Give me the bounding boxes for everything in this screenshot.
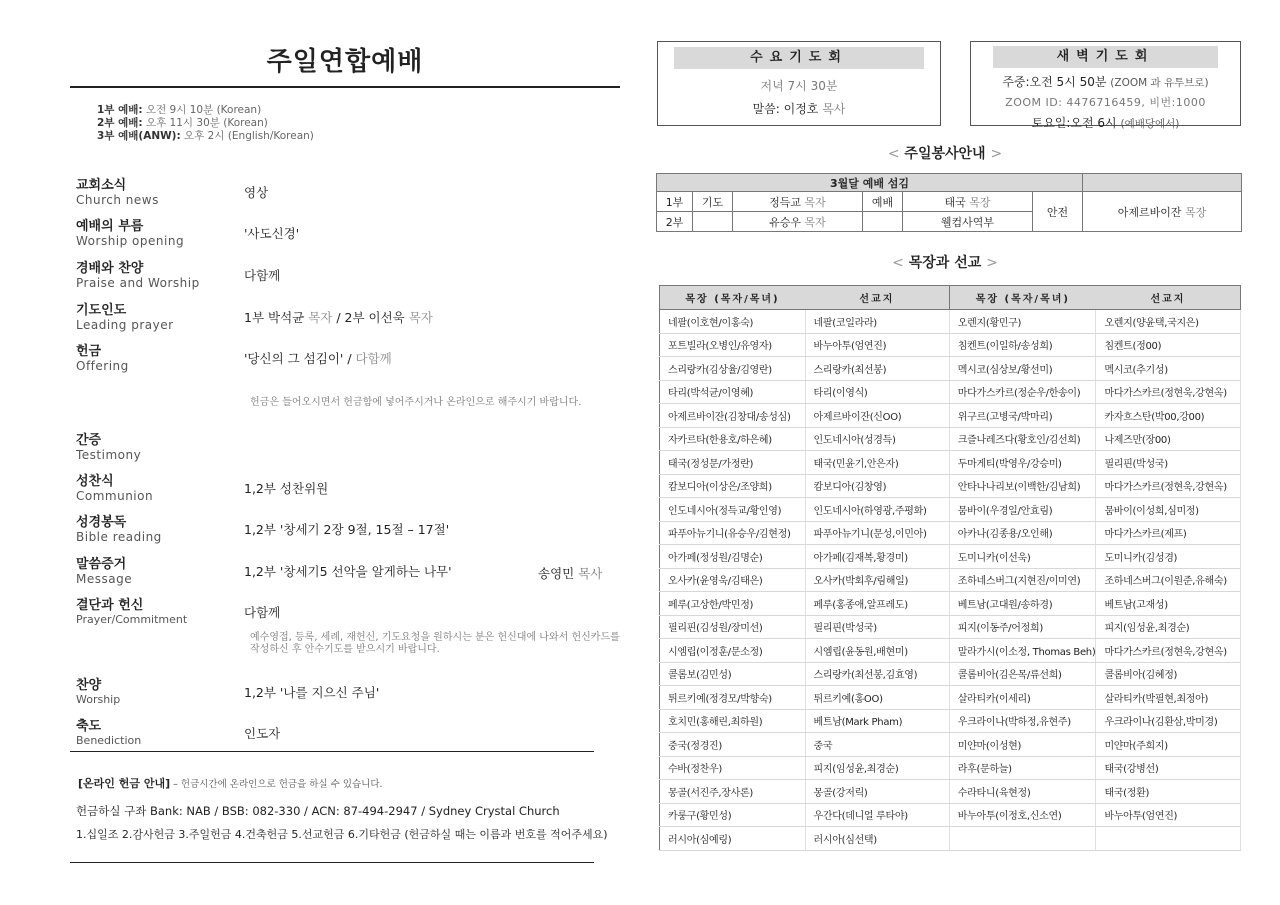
table-cell: 아가페(김재복,황경미) bbox=[805, 545, 949, 569]
table-cell: 튀르키예(정경모/박향숙) bbox=[660, 686, 806, 710]
table-cell: 수바(정찬우) bbox=[660, 756, 806, 780]
table-cell: 자카르타(한용호/하은혜) bbox=[660, 427, 806, 451]
table-cell: 몽골(강저릭) bbox=[805, 780, 949, 804]
table-row bbox=[660, 615, 1241, 639]
missions-table-body bbox=[660, 310, 1241, 851]
table-cell: 오사카(박회후/림해일) bbox=[805, 568, 949, 592]
service-row-2: 2부 유승우 목자 웰컴사역부 bbox=[657, 212, 1242, 232]
table-cell: 스리랑카(김상율/김영란) bbox=[660, 357, 806, 381]
table-row bbox=[660, 357, 1241, 381]
table-cell: 도미니카(이선욱) bbox=[949, 545, 1096, 569]
table-cell: 파푸아뉴기니(문성,이민아) bbox=[805, 521, 949, 545]
table-cell: 콜롬보(김민성) bbox=[660, 662, 806, 686]
table-cell: 오렌지(황민구) bbox=[949, 310, 1096, 334]
wednesday-prayer-box bbox=[657, 41, 941, 126]
service-time-3: 3부 예배(ANW): 오후 2시 (English/Korean) bbox=[97, 130, 314, 142]
table-row bbox=[660, 662, 1241, 686]
table-row bbox=[660, 756, 1241, 780]
dawn-prayer-box bbox=[970, 41, 1241, 130]
table-cell: 조하네스버그(지현진/이미연) bbox=[949, 568, 1096, 592]
table-cell: 베트남(고대원/송하경) bbox=[949, 592, 1096, 616]
table-cell: 몽골(서진주,장사론) bbox=[660, 780, 806, 804]
table-cell: 피지(이동주/어정희) bbox=[949, 615, 1096, 639]
table-cell: 호치민(홍해린,최하원) bbox=[660, 709, 806, 733]
missions-table: 목장 (목자/목녀) 선교지 목장 (목자/목녀) 선교지 네팔(이호현/이홍숙) 네팔(코일라라) 오렌지(황민구) 오렌지(양윤택,국지은) 포트빌라(오병인/유영자) 바누아투(엄연진) 침켄트(이일하/송성희) 침켄트(정00) 스리랑카(김상율/김영란) 스리랑카(최선봉) 멕시코(심상보/황선미) 멕시코(추기성) 타리(박석균/이영혜) 타리(이영식) 마다가스카르(정순우/한송이) 마다가스카르(정현욱,강현옥) 아제르바이잔(김창대/송성심) 아제르바이잔(신OO) 위구르(고병국/박마리) 카자흐스탄(박00,강00) 자카르타(한용호/하은혜) 인도네시아(성경득) 크즐나레즈다(황호인/김선희) 나제즈만(장00) 태국(정성문/가정란) 태국(민윤기,안은자) 두마게티(박영우/강승미) 필리핀(박성국) 캄보디아(이상은/조양희) 캄보디아(김창영) 안타나나리보(이백한/김남희) 마다가스카르(정현욱,강현옥) 인도네시아(정득교/황인영) 인도네시아(하영광,주평화) 뭄바이(우경일/안효림) 뭄바이(이성희,심미정) 파푸아뉴기니(유승우/김현정) 파푸아뉴기니(문성,이민아) 아카나(김종용/오인해) 마다가스카르(제프) 아가페(정성원/김명순) 아가페(김재복,황경미) 도미니카(이선욱) 도미니카(김성경) 오사카(윤영욱/김태은) 오사카(박회후/림해일) 조하네스버그(지현진/이미연) 조하네스버그(이원준,유해숙) 페루(고상한/박민정) 페루(홍종애,알프레도) 베트남(고대원/송하경) 베트남(고재성) 필리핀(김성원/장미선) 필리핀(박성국) 피지(이동주/어정희) 피지(임성윤,최경순) 시엠립(이정훈/문소정) 시엠립(윤동원,배현미) 말라가시(이소정, Thomas Beh) 마다가스카르(정현욱,강현옥) 콜롬보(김민성) 스리랑카(최선봉,김효영) 콜롬비아(김은목/류선희) 콜롬비아(김혜정) 튀르키예(정경모/박향숙) 튀르키예(홍OO) 살라티카(이세리) 살라티카(박필현,최정아) 호치민(홍해린,최하원) 베트남(Mark Pham) 우크라이나(박하정,유현주) 우크라이나(김환삼,박미경) 중국(정경진) 중국 미얀마(이성현) 미얀마(주희지) 수바(정찬우) 피지(임성윤,최경순) 라후(문하늘) 태국(강병선) 몽골(서진주,장사론) 몽골(강저릭) 수라타니(육현정) 태국(정환) 카룽구(황민성) 우간다(데니얼 루타야) 바누아투(이정호,신소연) 바누아투(엄연진) 러시아(심예링) 러시아(심선택) bbox=[659, 285, 1241, 851]
page-title: 주일연합예배 bbox=[266, 47, 424, 77]
table-cell: 살라티카(이세리) bbox=[949, 686, 1096, 710]
divider bbox=[70, 862, 594, 863]
table-cell: 인도네시아(성경득) bbox=[805, 427, 949, 451]
table-cell: 러시아(심예링) bbox=[660, 827, 806, 851]
table-cell: 카자흐스탄(박00,강00) bbox=[1096, 404, 1241, 428]
table-cell: 두마게티(박영우/강승미) bbox=[949, 451, 1096, 475]
table-cell: 뭄바이(이성희,심미정) bbox=[1096, 498, 1241, 522]
table-cell: 시엠립(이정훈/문소정) bbox=[660, 639, 806, 663]
table-cell: 바누아투(이정호,신소연) bbox=[949, 803, 1096, 827]
table-cell: 태국(민윤기,안은자) bbox=[805, 451, 949, 475]
table-cell: 위구르(고병국/박마리) bbox=[949, 404, 1096, 428]
table-cell: 마다가스카르(정현욱,강현옥) bbox=[1096, 639, 1241, 663]
table-row bbox=[660, 639, 1241, 663]
table-cell: 미얀마(이성현) bbox=[949, 733, 1096, 757]
table-cell: 안타나나리보(이백한/김남희) bbox=[949, 474, 1096, 498]
table-row bbox=[660, 474, 1241, 498]
table-cell: 콜롬비아(김혜정) bbox=[1096, 662, 1241, 686]
wednesday-prayer-speaker: 말씀: 이정호 목사 bbox=[752, 102, 846, 116]
table-row bbox=[660, 404, 1241, 428]
missions-section-title: < 목장과 선교 > bbox=[892, 255, 998, 271]
table-row bbox=[660, 545, 1241, 569]
table-cell: 오렌지(양윤택,국지은) bbox=[1096, 310, 1241, 334]
table-cell: 마다가스카르(제프) bbox=[1096, 521, 1241, 545]
table-cell: 중국(정경진) bbox=[660, 733, 806, 757]
table-cell: 라후(문하늘) bbox=[949, 756, 1096, 780]
message-speaker: 송영민 목사 bbox=[538, 566, 603, 581]
online-offering-info: [온라인 헌금 안내] – 헌금시간에 온라인으로 헌금을 하실 수 있습니다. bbox=[78, 777, 383, 790]
table-cell: 중국 bbox=[805, 733, 949, 757]
table-cell: 마다가스카르(정현욱,강현옥) bbox=[1096, 474, 1241, 498]
table-cell: 수라타니(육현정) bbox=[949, 780, 1096, 804]
table-cell: 파푸아뉴기니(유승우/김현정) bbox=[660, 521, 806, 545]
table-cell: 뭄바이(우경일/안효림) bbox=[949, 498, 1096, 522]
table-cell: 필리핀(박성국) bbox=[1096, 451, 1241, 475]
table-cell: 콜롬비아(김은목/류선희) bbox=[949, 662, 1096, 686]
table-cell: 필리핀(김성원/장미선) bbox=[660, 615, 806, 639]
table-cell: 인도네시아(하영광,주평화) bbox=[805, 498, 949, 522]
table-row bbox=[660, 451, 1241, 475]
table-cell: 살라티카(박필현,최정아) bbox=[1096, 686, 1241, 710]
table-cell: 태국(강병선) bbox=[1096, 756, 1241, 780]
table-cell: 바누아투(엄연진) bbox=[805, 333, 949, 357]
wednesday-prayer-time: 저녁 7시 30분 bbox=[760, 79, 838, 93]
table-cell: 우간다(데니얼 루타야) bbox=[805, 803, 949, 827]
table-cell: 시엠립(윤동원,배현미) bbox=[805, 639, 949, 663]
table-row bbox=[660, 733, 1241, 757]
table-cell: 침켄트(정00) bbox=[1096, 333, 1241, 357]
bank-account-info: 헌금하실 구좌 Bank: NAB / BSB: 082-330 / ACN: 87-494-2947 / Sydney Crystal Church bbox=[76, 804, 560, 818]
offering-note: 헌금은 들어오시면서 헌금함에 넣어주시거나 온라인으로 해주시기 바랍니다. bbox=[250, 397, 582, 408]
table-cell: 타리(박석균/이영혜) bbox=[660, 380, 806, 404]
service-time-2: 2부 예배: 오후 11시 30분 (Korean) bbox=[97, 117, 268, 129]
table-row bbox=[660, 568, 1241, 592]
table-cell: 포트빌라(오병인/유영자) bbox=[660, 333, 806, 357]
table-cell: 인도네시아(정득교/황인영) bbox=[660, 498, 806, 522]
offering-types: 1.십일조 2.감사헌금 3.주일헌금 4.건축헌금 5.선교헌금 6.기타헌금 (헌금하실 때는 이름과 번호를 적어주세요) bbox=[76, 828, 608, 841]
table-row bbox=[660, 310, 1241, 334]
worship-order-page: 주일연합예배 1부 예배: 오전 9시 10분 (Korean) 2부 예배: 오후 11시 30분 (Korean) 3부 예배(ANW): 오후 2시 (English/Korean) 교회소식 Church news 영상 예배의 부름 Worship opening '사도신경' 경배와 찬양 Praise and Worship 다함께 기도인도 Leading prayer 1부 박석균 목자 / 2부 이선욱 목자 헌금 Offering '당신의 그 섬김이' / 다함께 헌금은 들어오시면서 헌금함에 넣어주시거나 온라인으로 해주시기 바랍니다. 간증 Testimony 성찬식 Communion 1,2부 성찬위원 성경봉독 Bible reading 1,2부 '창세기 2장 9절, 15절 – 17절' 말씀증거 Message 1,2부 '창세기5 선악을 알게하는 나무' 송영민 목사 결단과 헌신 Prayer/Commitment 다함께 예수영접, 등록, 세례, 재헌신, 기도요청을 원하시는 분은 헌신대에 나와서 헌신카드를 작성하신 후 안수기도를 받으시기 바랍니다. 찬양 Worship 1,2부 '나를 지으신 주님' 축도 Benediction 인도자 [온라인 헌금 안내] – 헌금시간에 온라인으로 헌금을 하실 수 있습니다. 헌금하실 구좌 Bank: NAB / BSB: 082-330 / ACN: 87-494-2947 / Sydney Crystal Church 1.십일조 2.감사헌금 3.주일헌금 4.건축헌금 5.선교헌금 6.기타헌금 (헌금하실 때는 이름과 번호를 적어주세요) bbox=[70, 40, 620, 143]
table-cell: 타리(이영식) bbox=[805, 380, 949, 404]
table-cell: 태국(정성문/가정란) bbox=[660, 451, 806, 475]
table-cell: 페루(홍종애,알프레도) bbox=[805, 592, 949, 616]
table-cell: 아제르바이잔(신OO) bbox=[805, 404, 949, 428]
table-cell: 아카나(김종용/오인해) bbox=[949, 521, 1096, 545]
title-divider bbox=[70, 86, 620, 88]
table-cell: 페루(고상한/박민정) bbox=[660, 592, 806, 616]
table-cell: 마다가스카르(정현욱,강현옥) bbox=[1096, 380, 1241, 404]
service-section-title: < 주일봉사안내 > bbox=[887, 146, 1003, 162]
commitment-note: 예수영접, 등록, 세례, 재헌신, 기도요청을 원하시는 분은 헌신대에 나와서 헌신카드를 작성하신 후 안수기도를 받으시기 바랍니다. bbox=[250, 632, 620, 655]
service-times bbox=[70, 104, 620, 143]
table-cell: 피지(임성윤,최경순) bbox=[1096, 615, 1241, 639]
table-cell: 크즐나레즈다(황호인/김선희) bbox=[949, 427, 1096, 451]
table-cell: 조하네스버그(이원준,유해숙) bbox=[1096, 568, 1241, 592]
dawn-weekday-time: 주중:오전 5시 50분 (ZOOM 과 유투브로) bbox=[1002, 75, 1209, 89]
service-row-1: 1부 기도 정득교 목자 예배 태국 목장 안전 아제르바이잔 목장 bbox=[657, 192, 1242, 212]
table-row bbox=[660, 827, 1241, 851]
service-table-head: 3월달 예배 섬김 bbox=[657, 174, 1083, 192]
table-cell: 스리랑카(최선봉,김효영) bbox=[805, 662, 949, 686]
divider bbox=[70, 751, 594, 752]
table-cell: 태국(정환) bbox=[1096, 780, 1241, 804]
table-cell: 나제즈만(장00) bbox=[1096, 427, 1241, 451]
table-row bbox=[660, 803, 1241, 827]
table-cell: 카룽구(황민성) bbox=[660, 803, 806, 827]
table-cell: 러시아(심선택) bbox=[805, 827, 949, 851]
table-row bbox=[660, 333, 1241, 357]
table-cell: 마다가스카르(정순우/한송이) bbox=[949, 380, 1096, 404]
table-cell: 바누아투(엄연진) bbox=[1096, 803, 1241, 827]
table-row bbox=[660, 780, 1241, 804]
table-cell: 캄보디아(김창영) bbox=[805, 474, 949, 498]
table-row bbox=[660, 521, 1241, 545]
table-cell: 베트남(고재성) bbox=[1096, 592, 1241, 616]
table-row bbox=[660, 686, 1241, 710]
table-cell: 멕시코(추기성) bbox=[1096, 357, 1241, 381]
table-cell: 미얀마(주희지) bbox=[1096, 733, 1241, 757]
service-time-1: 1부 예배: 오전 9시 10분 (Korean) bbox=[97, 104, 262, 116]
table-cell bbox=[949, 827, 1096, 851]
table-cell: 우크라이나(김환삼,박미경) bbox=[1096, 709, 1241, 733]
table-cell: 아가페(정성원/김명순) bbox=[660, 545, 806, 569]
table-cell: 튀르키예(홍OO) bbox=[805, 686, 949, 710]
dawn-prayer-title: 새벽기도회 bbox=[993, 46, 1218, 68]
table-cell: 스리랑카(최선봉) bbox=[805, 357, 949, 381]
table-cell: 말라가시(이소정, Thomas Beh) bbox=[949, 639, 1096, 663]
table-row bbox=[660, 498, 1241, 522]
table-cell: 오사카(윤영욱/김태은) bbox=[660, 568, 806, 592]
zoom-info: ZOOM ID: 4476716459, 비번:1000 bbox=[1005, 96, 1206, 109]
table-cell: 도미니카(김성경) bbox=[1096, 545, 1241, 569]
table-cell: 우크라이나(박하정,유현주) bbox=[949, 709, 1096, 733]
dawn-saturday-time: 토요일:오전 6시 (예배당에서) bbox=[1031, 116, 1180, 130]
table-row bbox=[660, 380, 1241, 404]
table-cell: 네팔(코일라라) bbox=[805, 310, 949, 334]
table-cell: 침켄트(이일하/송성희) bbox=[949, 333, 1096, 357]
table-cell: 멕시코(심상보/황선미) bbox=[949, 357, 1096, 381]
table-row bbox=[660, 709, 1241, 733]
wednesday-prayer-title: 수요기도회 bbox=[674, 47, 924, 69]
table-cell: 캄보디아(이상은/조양희) bbox=[660, 474, 806, 498]
table-cell: 아제르바이잔(김창대/송성심) bbox=[660, 404, 806, 428]
table-cell: 피지(임성윤,최경순) bbox=[805, 756, 949, 780]
table-row bbox=[660, 592, 1241, 616]
table-cell: 필리핀(박성국) bbox=[805, 615, 949, 639]
service-table bbox=[656, 173, 1242, 232]
table-cell: 네팔(이호현/이홍숙) bbox=[660, 310, 806, 334]
table-cell bbox=[1096, 827, 1241, 851]
table-row bbox=[660, 427, 1241, 451]
table-cell: 베트남(Mark Pham) bbox=[805, 709, 949, 733]
